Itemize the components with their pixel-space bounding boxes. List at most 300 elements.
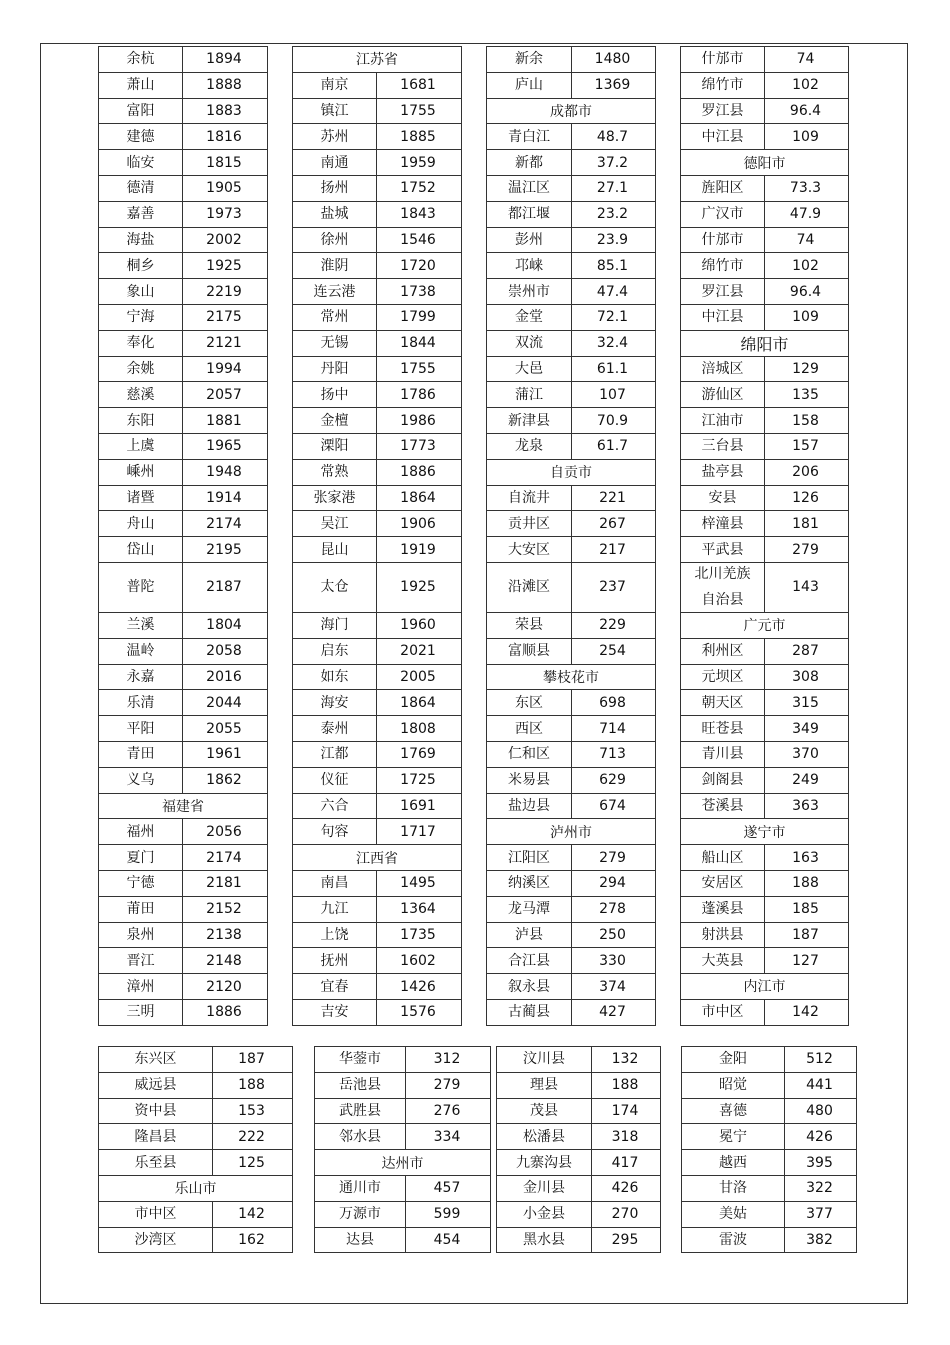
value-cell	[375, 228, 461, 253]
value: 454	[433, 1231, 461, 1248]
table-row	[99, 124, 267, 150]
value-cell	[763, 563, 848, 612]
place-name: 涪城区	[701, 360, 744, 377]
value: 395	[806, 1154, 833, 1171]
value: 2055	[206, 720, 242, 737]
table-row	[99, 665, 267, 691]
place-name-cell	[487, 742, 572, 767]
value: 127	[792, 952, 819, 969]
place-name-cell	[99, 253, 183, 278]
value: 1986	[400, 412, 436, 429]
place-name: 奉化	[126, 335, 155, 352]
value: 221	[599, 489, 626, 506]
value-cell	[570, 537, 655, 562]
place-name: 罗江县	[701, 103, 744, 119]
place-name: 江都	[320, 746, 349, 763]
value-cell	[375, 665, 461, 690]
table-row	[293, 897, 461, 923]
value: 1576	[400, 1004, 436, 1021]
value-cell	[763, 871, 848, 896]
value: 322	[806, 1180, 833, 1197]
value: 1815	[206, 154, 242, 171]
table-row	[293, 639, 461, 665]
value: 1862	[206, 772, 242, 789]
place-name: 泰州	[320, 720, 349, 737]
table-row	[293, 665, 461, 691]
value: 1844	[400, 335, 436, 352]
value-cell	[570, 305, 655, 330]
table-row	[681, 73, 848, 99]
value-cell	[763, 124, 848, 149]
value: 714	[599, 720, 626, 737]
value-cell	[763, 47, 848, 72]
value-cell	[763, 897, 848, 922]
place-name-cell	[99, 1228, 213, 1253]
place-name-cell	[682, 1099, 785, 1124]
table-row	[682, 1150, 856, 1176]
value: 2138	[206, 926, 242, 943]
value: 674	[599, 797, 626, 814]
place-name-cell	[487, 716, 572, 741]
place-name-cell	[315, 1202, 406, 1227]
value: 2005	[400, 668, 436, 685]
table-row	[293, 124, 461, 150]
value-cell	[570, 897, 655, 922]
place-name: 舟山	[126, 515, 155, 532]
place-name: 双流	[515, 335, 543, 352]
value-cell	[783, 1073, 856, 1098]
place-name-cell	[293, 357, 377, 382]
table-row	[99, 768, 267, 794]
place-name-cell	[487, 228, 572, 253]
table-row	[681, 305, 848, 331]
place-name: 义乌	[126, 772, 155, 789]
place-name: 诸暨	[126, 489, 155, 506]
table-row	[293, 768, 461, 794]
region-header-label: 内江市	[743, 979, 786, 996]
place-name: 抚州	[320, 952, 349, 969]
table-row	[293, 331, 461, 357]
table-row	[293, 279, 461, 305]
table-row	[487, 434, 655, 460]
value: 1738	[400, 283, 436, 300]
value: 187	[792, 926, 819, 943]
value: 187	[238, 1051, 265, 1068]
value: 363	[792, 797, 819, 814]
value-cell	[375, 99, 461, 124]
value: 107	[599, 386, 626, 403]
value: 1717	[400, 823, 436, 840]
region-header	[487, 460, 655, 486]
value-cell	[375, 150, 461, 175]
value: 1959	[400, 154, 436, 171]
place-name-cell	[293, 690, 377, 715]
place-name-cell	[293, 794, 377, 819]
place-name-cell	[497, 1202, 592, 1227]
place-name: 扬州	[320, 180, 349, 197]
place-name-cell	[681, 923, 765, 948]
value: 102	[792, 77, 819, 94]
table-row	[99, 279, 267, 305]
place-name: 东区	[515, 694, 543, 711]
place-name: 市中区	[701, 1004, 744, 1021]
table-row	[681, 176, 848, 202]
table-row	[681, 845, 848, 871]
place-name-cell	[99, 871, 183, 896]
place-name: 射洪县	[701, 926, 744, 943]
table-row	[682, 1176, 856, 1202]
place-name: 嵊州	[126, 464, 155, 481]
place-name-cell	[99, 124, 183, 149]
table-row	[487, 1000, 655, 1026]
value-cell	[763, 382, 848, 407]
value-cell	[783, 1202, 856, 1227]
value-cell	[570, 690, 655, 715]
place-name-cell	[681, 460, 765, 485]
place-name-cell	[497, 1176, 592, 1201]
value-cell	[570, 331, 655, 356]
value: 1883	[206, 103, 242, 119]
place-name-cell	[293, 253, 377, 278]
place-name: 西区	[515, 720, 543, 737]
place-name-cell	[681, 228, 765, 253]
value: 270	[611, 1206, 639, 1223]
table-row	[293, 537, 461, 563]
place-name-cell	[99, 331, 183, 356]
value-cell	[763, 357, 848, 382]
table-row	[681, 253, 848, 279]
value: 1735	[400, 926, 436, 943]
place-name: 美姑	[719, 1206, 747, 1223]
value: 125	[238, 1154, 265, 1171]
place-name-cell	[293, 382, 377, 407]
value-cell	[763, 511, 848, 536]
value-cell	[181, 974, 267, 999]
place-name-cell	[99, 897, 183, 922]
value: 1691	[400, 797, 436, 814]
table-row	[681, 228, 848, 254]
place-name: 安县	[708, 489, 737, 506]
table-row	[497, 1150, 660, 1176]
table-row	[682, 1124, 856, 1150]
value-cell	[181, 434, 267, 459]
value: 249	[792, 772, 819, 789]
region-header-label: 江西省	[356, 850, 398, 867]
place-name-cell	[293, 176, 377, 201]
value-cell	[763, 845, 848, 870]
table-row	[681, 511, 848, 537]
value-cell	[590, 1047, 660, 1072]
table-row	[293, 228, 461, 254]
place-name: 米易县	[508, 772, 550, 789]
value-cell	[181, 871, 267, 896]
value-cell	[375, 948, 461, 973]
value: 308	[792, 668, 819, 685]
value-cell	[211, 1099, 292, 1124]
value: 370	[792, 746, 819, 763]
table-row	[487, 382, 655, 408]
place-name-cell	[293, 716, 377, 741]
value-cell	[404, 1176, 490, 1201]
value: 1769	[400, 746, 436, 763]
value-cell	[181, 460, 267, 485]
value-cell	[181, 279, 267, 304]
place-name: 小金县	[523, 1206, 565, 1223]
value-cell	[181, 819, 267, 844]
value-cell	[404, 1073, 490, 1098]
place-name: 平武县	[701, 541, 744, 558]
place-name: 青川县	[701, 746, 744, 763]
place-name-cell	[293, 150, 377, 175]
table-row	[293, 434, 461, 460]
place-name-cell	[99, 1000, 183, 1025]
place-name: 启东	[320, 643, 349, 660]
table-row	[99, 1000, 267, 1026]
value: 377	[806, 1206, 833, 1223]
value-cell	[590, 1124, 660, 1149]
place-name-cell	[487, 305, 572, 330]
value-cell	[783, 1176, 856, 1201]
place-name: 常熟	[320, 464, 349, 481]
value-cell	[783, 1228, 856, 1253]
value: 1925	[206, 257, 242, 274]
value: 61.1	[596, 360, 629, 377]
value: 27.1	[596, 180, 629, 197]
place-name-cell	[487, 923, 572, 948]
place-name-cell	[293, 434, 377, 459]
place-name: 晋江	[126, 952, 155, 969]
place-name-cell	[293, 819, 377, 844]
place-name: 金川县	[523, 1180, 565, 1197]
value: 1480	[594, 51, 631, 68]
value-cell	[375, 176, 461, 201]
value: 1919	[400, 541, 436, 558]
place-name-cell	[99, 305, 183, 330]
place-name-cell	[487, 537, 572, 562]
table-row	[497, 1228, 660, 1254]
place-name-cell	[99, 948, 183, 973]
value-cell	[763, 228, 848, 253]
value: 135	[792, 386, 819, 403]
place-name-cell	[681, 202, 765, 227]
place-name-cell	[487, 124, 572, 149]
place-name: 大英县	[701, 952, 744, 969]
value-cell	[181, 124, 267, 149]
value: 1720	[400, 257, 436, 274]
place-name-cell	[293, 665, 377, 690]
top-table-4	[680, 46, 849, 1026]
place-name-cell	[681, 897, 765, 922]
value: 23.9	[596, 231, 629, 248]
table-row	[487, 690, 655, 716]
place-name-cell	[681, 871, 765, 896]
place-name: 盐亭县	[701, 464, 744, 481]
value-cell	[570, 974, 655, 999]
place-name-cell	[99, 47, 183, 72]
place-name-cell	[487, 563, 572, 612]
place-name-cell	[681, 305, 765, 330]
table-row	[681, 716, 848, 742]
place-name: 蒲江	[515, 386, 543, 403]
table-row	[682, 1202, 856, 1228]
value-cell	[783, 1099, 856, 1124]
table-row	[681, 1000, 848, 1026]
place-name: 元坝区	[701, 668, 744, 685]
value-cell	[375, 639, 461, 664]
place-name: 如东	[320, 668, 349, 685]
table-row	[99, 1073, 292, 1099]
value-cell	[590, 1202, 660, 1227]
table-row	[293, 253, 461, 279]
place-name: 宁德	[126, 875, 155, 892]
value-cell	[375, 794, 461, 819]
place-name-cell	[99, 923, 183, 948]
place-name: 张家港	[313, 489, 356, 506]
place-name: 邛崃	[515, 257, 543, 274]
place-name: 乐至县	[134, 1154, 177, 1171]
place-name-cell	[487, 897, 572, 922]
place-name: 剑阁县	[701, 772, 744, 789]
value: 2120	[206, 978, 242, 995]
value: 250	[599, 926, 626, 943]
place-name-cell	[293, 639, 377, 664]
place-name-cell	[99, 845, 183, 870]
value-cell	[590, 1228, 660, 1253]
table-row	[681, 47, 848, 73]
value-cell	[763, 99, 848, 124]
place-name: 江阳区	[508, 849, 550, 866]
place-name: 纳溪区	[508, 875, 550, 892]
place-name-cell	[99, 742, 183, 767]
place-name: 富阳	[126, 103, 155, 119]
value-cell	[181, 176, 267, 201]
value-cell	[181, 845, 267, 870]
place-name-cell	[293, 923, 377, 948]
place-name: 桐乡	[126, 257, 155, 274]
value: 2057	[206, 386, 242, 403]
table-row	[681, 382, 848, 408]
value-cell	[763, 434, 848, 459]
value-cell	[181, 408, 267, 433]
region-header-label: 德阳市	[743, 155, 786, 172]
value-cell	[783, 1047, 856, 1072]
value: 74	[796, 51, 815, 68]
place-name-cell	[497, 1124, 592, 1149]
value-cell	[375, 73, 461, 98]
place-name: 龙泉	[515, 438, 543, 455]
table-row	[487, 511, 655, 537]
region-header	[681, 150, 848, 176]
table-row	[682, 1047, 856, 1073]
value: 72.1	[596, 309, 629, 326]
table-row	[681, 948, 848, 974]
place-name-cell	[99, 974, 183, 999]
table-row	[487, 305, 655, 331]
value: 37.2	[596, 154, 629, 171]
value: 47.4	[596, 283, 629, 300]
place-name: 九寨沟县	[516, 1154, 572, 1171]
table-row	[682, 1099, 856, 1125]
region-header	[99, 1176, 292, 1202]
place-name-cell	[293, 563, 377, 612]
place-name-cell	[487, 974, 572, 999]
place-name-cell	[99, 1202, 213, 1227]
place-name: 梓潼县	[701, 515, 744, 532]
place-name-cell	[681, 47, 765, 72]
region-header-label: 达州市	[381, 1155, 424, 1172]
table-row	[99, 948, 267, 974]
place-name-cell	[497, 1047, 592, 1072]
value-cell	[763, 176, 848, 201]
place-name-cell	[99, 382, 183, 407]
place-name: 利州区	[701, 643, 744, 660]
place-name-cell	[497, 1073, 592, 1098]
value-cell	[763, 948, 848, 973]
place-name: 邻水县	[339, 1128, 381, 1145]
table-row	[681, 434, 848, 460]
place-name: 东阳	[126, 412, 155, 429]
value: 181	[792, 515, 819, 532]
table-row	[497, 1124, 660, 1150]
value: 2181	[206, 875, 242, 892]
table-row	[315, 1202, 490, 1228]
region-header	[487, 665, 655, 691]
place-name-cell	[487, 794, 572, 819]
region-header	[681, 974, 848, 1000]
place-name: 旌阳区	[701, 180, 744, 197]
value-cell	[570, 202, 655, 227]
value-cell	[590, 1099, 660, 1124]
value-cell	[570, 434, 655, 459]
table-row	[487, 613, 655, 639]
place-name-cell	[315, 1228, 406, 1253]
value-cell	[590, 1176, 660, 1201]
value-cell	[375, 357, 461, 382]
value-cell	[375, 434, 461, 459]
place-name-cell	[681, 665, 765, 690]
place-name-cell	[315, 1124, 406, 1149]
place-name: 南昌	[320, 875, 349, 892]
table-row	[99, 742, 267, 768]
place-name-cell	[487, 176, 572, 201]
place-name-cell	[315, 1073, 406, 1098]
value-cell	[570, 639, 655, 664]
value: 294	[599, 875, 626, 892]
table-row	[293, 382, 461, 408]
value-cell	[375, 382, 461, 407]
value: 349	[792, 720, 819, 737]
place-name: 黑水县	[523, 1231, 565, 1248]
value-cell	[181, 639, 267, 664]
value: 1681	[400, 77, 436, 94]
value-cell	[570, 613, 655, 638]
place-name: 盐边县	[508, 797, 550, 814]
table-row	[99, 1099, 292, 1125]
value-cell	[404, 1202, 490, 1227]
value-cell	[763, 742, 848, 767]
place-name: 游仙区	[701, 386, 744, 403]
value: 254	[599, 643, 626, 660]
place-name: 徐州	[320, 231, 349, 248]
place-name: 万源市	[339, 1206, 381, 1223]
place-name: 朝天区	[701, 694, 744, 711]
table-row	[682, 1228, 856, 1254]
table-row	[487, 563, 655, 613]
value: 157	[792, 438, 819, 455]
place-name-cell	[487, 408, 572, 433]
value-cell	[181, 690, 267, 715]
place-name-cell	[293, 742, 377, 767]
